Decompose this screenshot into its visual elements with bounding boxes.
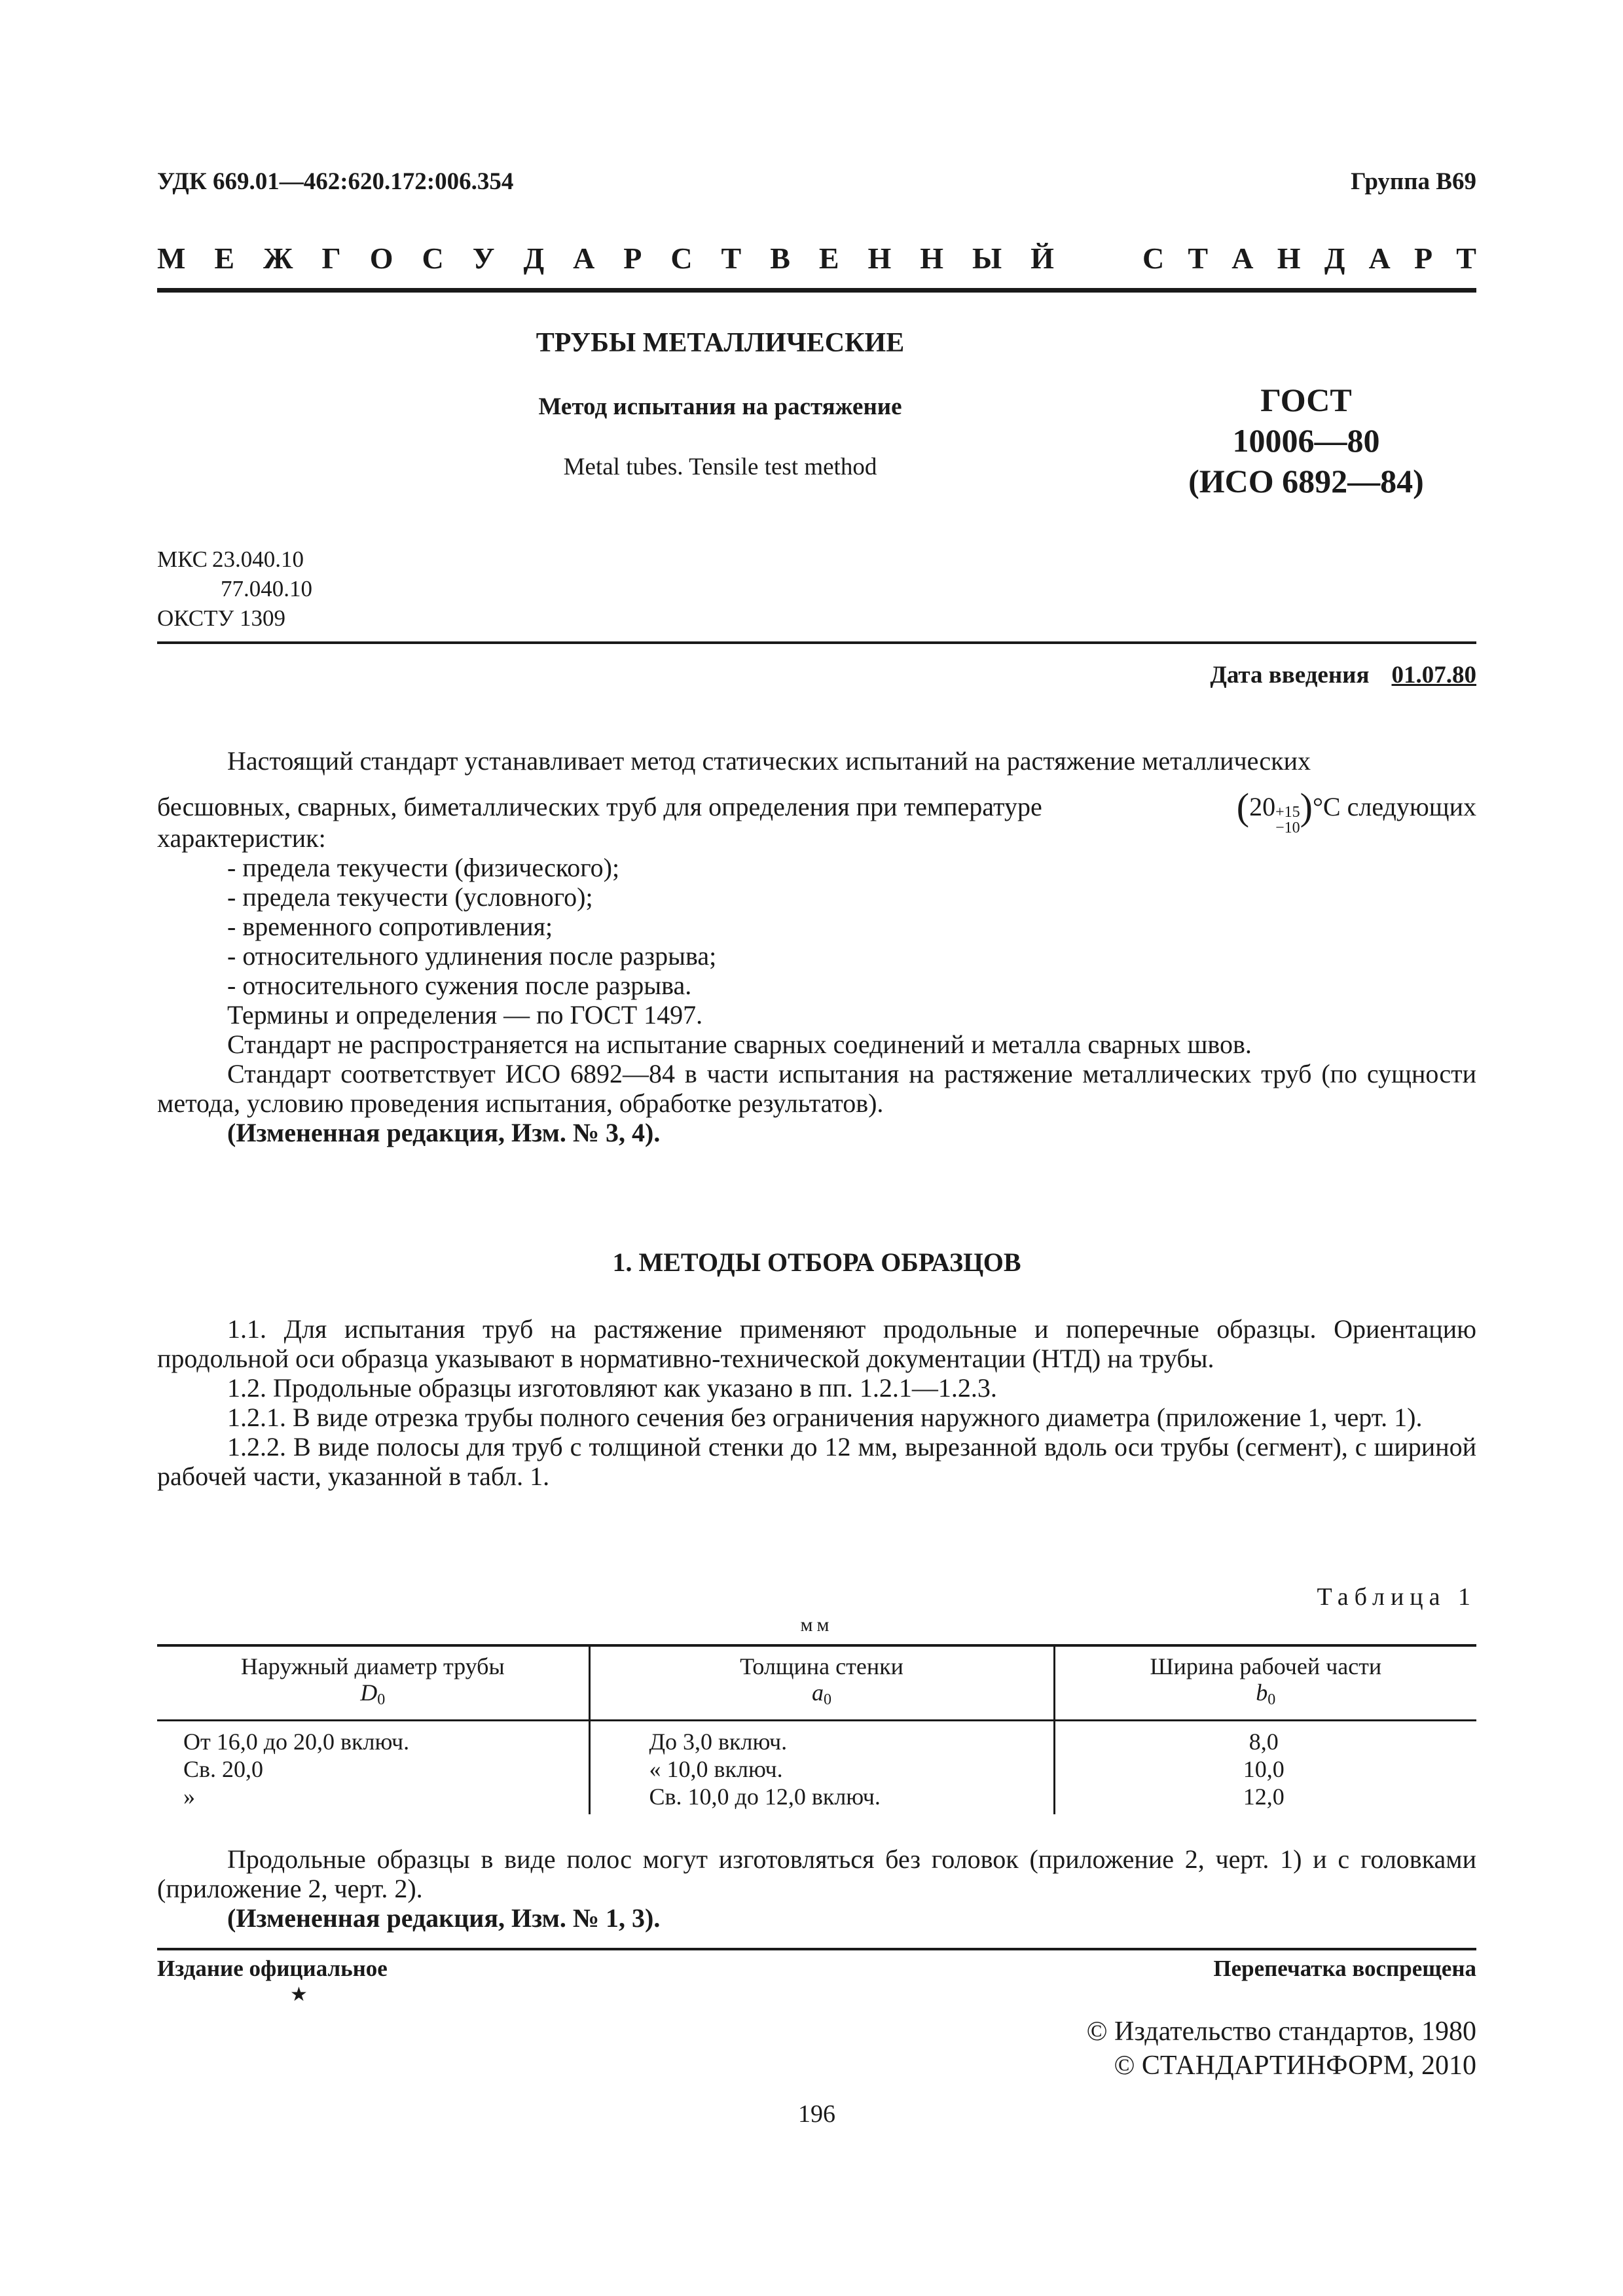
banner-letter: Ж (263, 242, 293, 275)
column-header-diameter: Наружный диаметр трубы $D_0$ (157, 1645, 589, 1721)
banner-letter: А (1231, 242, 1254, 275)
banner-letter: Е (818, 242, 839, 275)
table-cell: « 10,0 включ. (589, 1755, 1054, 1783)
header-rule (157, 288, 1476, 293)
copyright-1980: © Издательство стандартов, 1980 (1086, 2017, 1476, 2047)
intro-line-1: Настоящий стандарт устанавливает метод статических испытаний на растяжение металлических (227, 746, 1311, 776)
banner-letter: О (369, 242, 393, 275)
document-english-title: Metal tubes. Tensile test method (563, 454, 877, 480)
document-subtitle: Метод испытания на растяжение (538, 393, 902, 420)
footer-rule (157, 1948, 1476, 1950)
table-1-units: мм (800, 1614, 833, 1636)
banner-letter: Р (623, 242, 642, 275)
temp-base: 20 (1249, 792, 1276, 821)
reprint-prohibited-label: Перепечатка воспрещена (1213, 1956, 1476, 1981)
banner-letter: Т (721, 242, 742, 275)
banner-letter: Р (1413, 242, 1433, 275)
paragraph-1-2-1: 1.2.1. В виде отрезка трубы полного сечения без ограничения наружного диаметра (приложение 1, черт. 1). (227, 1403, 1423, 1432)
column-header-thickness: Толщина стенки $a_0$ (589, 1645, 1054, 1721)
table-1 (157, 1644, 1476, 1814)
intro-block (157, 746, 1476, 1147)
date-value: 01.07.80 (1391, 662, 1476, 689)
banner-letter: В (770, 242, 790, 275)
table-cell: » (183, 1784, 195, 1810)
intro-line-3: характеристик: (157, 823, 326, 853)
page-number: 196 (798, 2100, 835, 2128)
section-1-title: 1. МЕТОДЫ ОТБОРА ОБРАЗЦОВ (612, 1247, 1021, 1277)
date-label: Дата введения (1210, 662, 1370, 689)
temp-unit-text: °С следующих (1312, 792, 1476, 821)
copyright-2010: © СТАНДАРТИНФОРМ, 2010 (1114, 2051, 1476, 2081)
scope-paragraph: Стандарт не распространяется на испытание сварных соединений и металла сварных швов. (227, 1030, 1252, 1059)
document-page (157, 0, 1476, 2296)
banner-letter: Т (1188, 242, 1209, 275)
intro-edition-note: (Измененная редакция, Изм. № 3, 4). (227, 1118, 661, 1147)
table-cell: 8,0 (1054, 1721, 1476, 1756)
table-header-row (157, 1645, 1476, 1721)
column-header-width: Ширина рабочей части $b_0$ (1054, 1645, 1476, 1721)
star-icon: ★ (290, 1984, 308, 2005)
characteristic-item: - предела текучести (условного); (227, 882, 593, 912)
intro-line-2 (157, 776, 1476, 838)
temperature-formula: (20 +15 −10 )°С следующих (1236, 785, 1476, 836)
banner-word-interstate (157, 241, 1054, 280)
paragraph-1-2: 1.2. Продольные образцы изготовляют как указано в пп. 1.2.1—1.2.3. (227, 1373, 997, 1403)
banner-letter: У (472, 242, 495, 275)
banner-letter: М (157, 242, 186, 275)
banner-letter: А (573, 242, 595, 275)
banner-letter: Е (214, 242, 235, 275)
gost-designation (1139, 380, 1473, 501)
characteristic-item: - относительного сужения после разрыва. (227, 971, 692, 1000)
table-1-caption: Таблица 1 (1317, 1583, 1476, 1611)
iso-number: (ИСО 6892—84) (1188, 463, 1424, 499)
table-cell: До 3,0 включ. (589, 1721, 1054, 1756)
after-table-block (157, 1844, 1476, 1933)
banner-letter: Н (920, 242, 944, 275)
banner-letter: А (1368, 242, 1391, 275)
characteristic-item: - относительного удлинения после разрыва; (227, 941, 717, 971)
udk-code: УДК 669.01—462:620.172:006.354 (157, 168, 514, 195)
banner-letter: С (670, 242, 693, 275)
document-title: ТРУБЫ МЕТАЛЛИЧЕСКИЕ (536, 328, 905, 358)
banner-letter: С (1142, 242, 1165, 275)
group-code: Группа В69 (1351, 168, 1476, 195)
after-table-paragraph: Продольные образцы в виде полос могут изготовляться без головок (приложение 2, черт. 1) и с головками (приложение 2, черт. 2). (157, 1844, 1476, 1903)
gost-number: 10006—80 (1232, 422, 1380, 459)
paragraph-1-2-2: 1.2.2. В виде полосы для труб с толщиной стенки до 12 мм, вырезанной вдоль оси трубы (сегмент), с шириной рабочей части, указанной в табл. 1. (157, 1432, 1476, 1491)
table-row (157, 1721, 1476, 1756)
table-cell: 10,0 (1054, 1755, 1476, 1783)
banner-word-standard (1142, 241, 1476, 280)
table-cell: От 16,0 до 20,0 включ. (183, 1729, 410, 1755)
banner-letter: Г (321, 242, 341, 275)
characteristics-list (157, 853, 1476, 1000)
official-edition-label: Издание официальное (157, 1956, 388, 1981)
compliance-paragraph: Стандарт соответствует ИСО 6892—84 в части испытания на растяжение металлических труб (по сущности метода, условию проведения испытания, обработке результатов). (157, 1059, 1476, 1118)
gost-label: ГОСТ (1260, 382, 1352, 418)
mks-code-1: 23.040.10 (211, 547, 304, 572)
characteristic-item: - предела текучести (физического); (227, 853, 620, 882)
temp-minus: −10 (1275, 819, 1300, 836)
characteristic-item: - временного сопротивления; (227, 912, 553, 941)
banner-letter: Д (523, 242, 545, 275)
mks-code-2: 77.040.10 (221, 576, 312, 601)
standard-banner (157, 241, 1476, 280)
table-row (157, 1783, 1476, 1814)
copyright-block (1087, 2015, 1476, 2083)
banner-letter: Н (1277, 242, 1301, 275)
table-cell: 12,0 (1054, 1783, 1476, 1814)
paragraph-1-1: 1.1. Для испытания труб на растяжение применяют продольные и поперечные образцы. Ориентацию продольной оси образца указывают в нормативно-технической документации (НТД) на трубы. (157, 1314, 1476, 1373)
banner-letter: Т (1456, 242, 1476, 275)
banner-letter: Д (1324, 242, 1345, 275)
section-1-body (157, 1314, 1476, 1491)
classification-codes (157, 545, 312, 633)
classification-rule (157, 641, 1476, 644)
banner-letter: Ы (972, 242, 1002, 275)
intro-line-2-text: бесшовных, сварных, биметаллических труб для определения при температуре (157, 792, 1042, 821)
banner-letter: С (422, 242, 444, 275)
introduction-date (1210, 661, 1476, 689)
terms-paragraph: Термины и определения — по ГОСТ 1497. (227, 1000, 703, 1030)
section-1-edition-note: (Измененная редакция, Изм. № 1, 3). (227, 1903, 661, 1933)
okstu-code: ОКСТУ 1309 (157, 605, 286, 631)
mks-label: МКС (157, 547, 208, 572)
table-cell: Св. 10,0 до 12,0 включ. (589, 1783, 1054, 1814)
table-cell: Св. 20,0 (183, 1756, 264, 1782)
temp-plus: +15 (1275, 804, 1300, 821)
banner-letter: Й (1030, 242, 1054, 275)
banner-letter: Н (867, 242, 892, 275)
table-row (157, 1755, 1476, 1783)
